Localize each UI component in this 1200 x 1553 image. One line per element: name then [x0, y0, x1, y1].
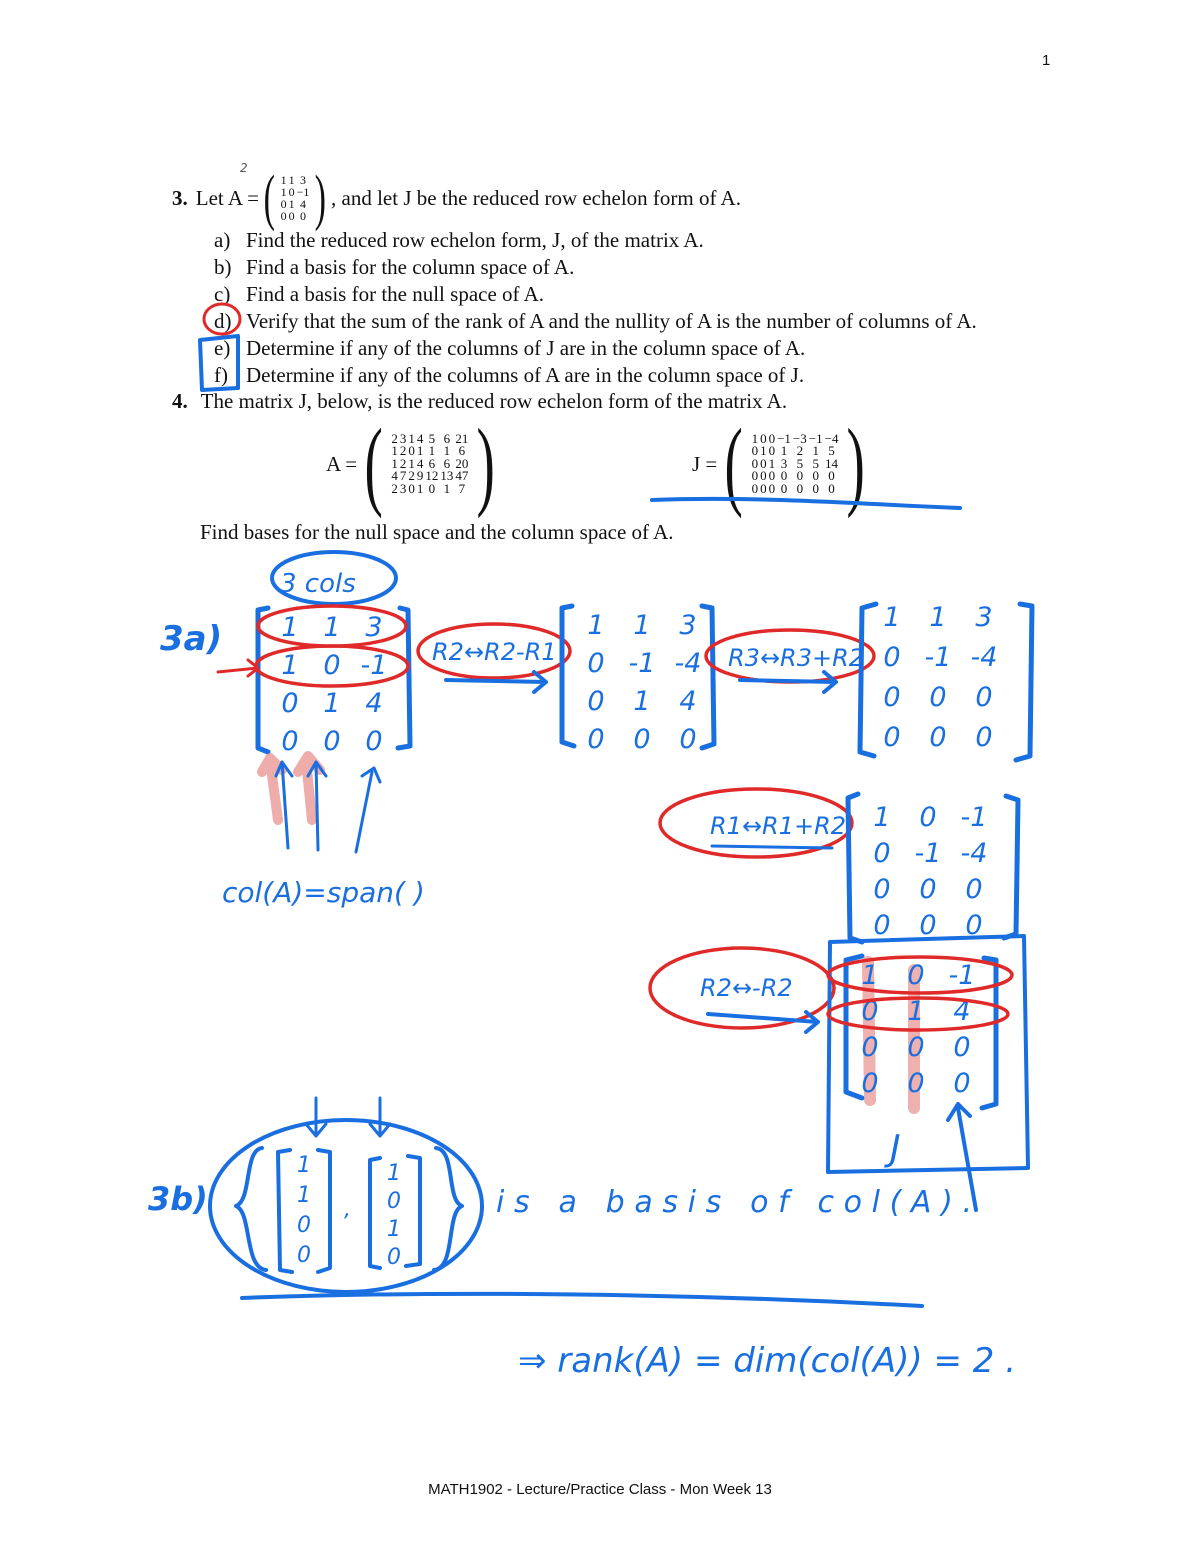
matrix-cell: 7	[458, 480, 466, 496]
matrix-cell: 2	[408, 468, 415, 484]
part-d-circle	[204, 304, 240, 334]
ink-matrix-entry: 1	[907, 996, 925, 1027]
matrix-cell: 1	[416, 443, 424, 459]
part-label: e)	[214, 336, 231, 360]
ink-matrix-entry: 0	[929, 722, 947, 753]
question-4-number: 4.	[172, 389, 188, 413]
ink-matrix-entry: 1	[387, 1217, 401, 1242]
final-right-bracket	[982, 958, 996, 1108]
op4-text: R2↔-R2	[700, 974, 793, 1002]
ink-matrix-entry: 0	[965, 874, 983, 905]
ink-matrix-entry: 1	[633, 686, 651, 717]
matrix-cell: 7	[399, 468, 407, 484]
step2-right-bracket	[1016, 604, 1032, 760]
ink-matrix-entry: 0	[965, 910, 983, 941]
op1-text: R2↔R2-R1	[432, 638, 557, 666]
matrix-cell: 12	[425, 468, 439, 484]
ink-matrix-entry: 4	[365, 688, 383, 719]
matrix-cell: 1	[408, 430, 415, 446]
matrix-cell: 0	[408, 480, 415, 496]
matrix-cell: 1	[443, 480, 451, 496]
ink-matrix-entry: -4	[970, 642, 998, 673]
matrix-cell: 6	[458, 443, 466, 459]
step1-left-bracket	[562, 606, 574, 746]
matrix-cell: 0	[760, 455, 767, 471]
down-arrow-1	[306, 1098, 326, 1136]
set-right-brace	[434, 1148, 462, 1270]
vec1-left-bracket	[278, 1150, 292, 1272]
step3-matrix-entries	[873, 802, 987, 941]
ink-matrix-entry: 3	[679, 610, 697, 641]
part-text: Determine if any of the columns of J are in the column space of A.	[246, 336, 806, 360]
matrix-cell: 21	[455, 430, 469, 446]
matrix-cell: −3	[792, 430, 807, 446]
ink-matrix-entry: -1	[914, 838, 942, 869]
part-text: Verify that the sum of the rank of A and the nullity of A is the number of columns of A.	[246, 309, 977, 333]
matrix-cell: 0	[780, 468, 788, 484]
ink-matrix-entry: 1	[587, 610, 605, 641]
ink-matrix-entry: -1	[960, 802, 988, 833]
ink-matrix-entry: 3	[975, 602, 993, 633]
ink-matrix-entry: 0	[297, 1243, 311, 1268]
matrix-cell: 1	[288, 173, 295, 187]
matrix-cell: 6	[428, 455, 436, 471]
ink-matrix-entry: 1	[297, 1183, 311, 1208]
basis-statement: is a basis of col(A).	[496, 1185, 972, 1220]
ink-matrix-entry: -1	[924, 642, 952, 673]
matrix-cell: 5	[828, 443, 835, 459]
matrix-cell: −4	[824, 430, 839, 446]
vector-comma: ,	[344, 1197, 351, 1222]
part-label: d)	[214, 309, 232, 333]
ink-matrix-entry: 0	[587, 648, 605, 679]
ink-matrix-entry: 1	[861, 960, 879, 991]
step1-right-bracket	[702, 606, 714, 748]
j-matrix-underline	[652, 499, 960, 508]
part-label: a)	[214, 228, 231, 252]
ink-matrix-entry: 0	[587, 686, 605, 717]
matrix-cell: 2	[399, 455, 407, 471]
matrix-cell: 0	[768, 480, 776, 496]
matrix-cell: 3	[399, 480, 407, 496]
page-number: 1	[1042, 52, 1051, 69]
ink-matrix-entry: 1	[929, 602, 947, 633]
matrix-cell: −1	[777, 430, 791, 446]
row2-red-arrow	[218, 660, 258, 676]
matrix-cell: 1	[280, 185, 287, 199]
ink-matrix-entry: 1	[281, 612, 299, 643]
ink-matrix-entry: 1	[883, 602, 901, 633]
ink-matrix-entry: 0	[953, 1032, 971, 1063]
matrix-cell: 0	[812, 468, 819, 484]
ink-matrix-entry: 0	[929, 682, 947, 713]
matrix-cell: 6	[443, 430, 451, 446]
question-4-task: Find bases for the null space and the column space of A.	[200, 520, 674, 544]
matrix-cell: 0	[768, 430, 776, 446]
j-label: J	[890, 1128, 901, 1169]
ink-matrix-entry: 0	[919, 874, 937, 905]
matrix-cell: 4	[416, 430, 424, 446]
ink-matrix-entry: 0	[679, 724, 697, 755]
ink-matrix-entry: 0	[883, 722, 901, 753]
matrix-cell: 1	[428, 443, 436, 459]
down-arrow-2	[370, 1098, 390, 1136]
op2-arrow	[740, 672, 836, 692]
ink-matrix-entry: -1	[628, 648, 656, 679]
ink-matrix-entry: 0	[281, 726, 299, 757]
matrix-cell: 2	[796, 443, 804, 459]
ink-matrix-entry: 0	[873, 838, 891, 869]
q4-label-J: J =	[692, 451, 718, 476]
ink-matrix-entry: 0	[323, 650, 341, 681]
ink-matrix-entry: 0	[907, 1032, 925, 1063]
matrix-cell: 1	[288, 197, 295, 211]
matrix-cell: 1	[408, 455, 415, 471]
basis-vector-2	[387, 1161, 401, 1270]
ink-matrix-entry: 1	[323, 688, 341, 719]
matrix-cell: 2	[391, 430, 398, 446]
right-paren: )	[846, 408, 866, 519]
step1-matrix-entries	[587, 610, 701, 755]
matrix-cell: 0	[796, 480, 804, 496]
ink-matrix-entry: 1	[297, 1153, 311, 1178]
step2-left-bracket	[860, 604, 876, 756]
matrix-cell: 0	[812, 480, 819, 496]
col-span-text: col(A)=span( )	[222, 876, 425, 909]
matrix-cell: 5	[812, 455, 819, 471]
separator-line	[242, 1294, 922, 1306]
matrix-cell: 47	[455, 468, 469, 484]
op3-text: R1↔R1+R2	[710, 812, 847, 840]
three-cols-text: 3 cols	[280, 569, 356, 599]
ink-matrix-entry: 1	[281, 650, 299, 681]
ink-matrix-entry: 0	[953, 1068, 971, 1099]
matrix-cell: 2	[391, 480, 398, 496]
ink-matrix-entry: 0	[919, 910, 937, 941]
ink-matrix-entry: 3	[365, 612, 383, 643]
ink-matrix-entry: 1	[633, 610, 651, 641]
ink-matrix-entry: 0	[281, 688, 299, 719]
matrix-cell: 0	[828, 468, 835, 484]
right-paren: )	[315, 164, 327, 232]
matrix-cell: 4	[416, 455, 424, 471]
matrix-cell: 0	[760, 468, 767, 484]
vec2-right-bracket	[406, 1156, 420, 1266]
op2-text: R3↔R3+R2	[728, 644, 865, 672]
stray-mark-text: 2	[240, 161, 248, 175]
question-3-suffix: , and let J be the reduced row echelon form of A.	[331, 185, 741, 210]
part-text: Find a basis for the null space of A.	[246, 282, 545, 306]
label-3a: 3a)	[160, 619, 223, 659]
blue-arrow-col3	[356, 768, 380, 852]
rank-statement: ⇒ rank(A) = dim(col(A)) = 2 .	[518, 1341, 1016, 1381]
matrix-cell: 3	[780, 455, 788, 471]
matrix-cell: 0	[299, 209, 306, 223]
matrix-cell: 0	[408, 443, 415, 459]
part-label: f)	[214, 363, 228, 387]
matrix-cell: 0	[768, 468, 776, 484]
ink-matrix-entry: 1	[873, 802, 891, 833]
step2-matrix-entries	[883, 602, 997, 753]
ink-matrix-entry: 0	[919, 802, 937, 833]
ink-matrix-entry: 0	[883, 642, 901, 673]
q4-label-A: A =	[326, 451, 358, 476]
matrix-cell: 0	[751, 480, 759, 496]
part-text: Determine if any of the columns of A are in the column space of J.	[246, 363, 805, 387]
matrix-cell: 0	[780, 480, 788, 496]
ink-matrix-entry: 0	[975, 682, 993, 713]
ink-matrix-entry: 0	[873, 910, 891, 941]
part-text: Find the reduced row echelon form, J, of the matrix A.	[246, 228, 704, 252]
matrix-cell: 14	[825, 455, 839, 471]
label-3b: 3b)	[148, 1180, 208, 1218]
set-left-brace	[236, 1148, 266, 1270]
basis-vector-1	[297, 1153, 311, 1268]
ink-matrix-entry: 1	[387, 1161, 401, 1186]
ink-matrix-entry: 0	[633, 724, 651, 755]
matrix-cell: 9	[416, 468, 424, 484]
ink-matrix-entry: 0	[365, 726, 383, 757]
matrix-cell: 3	[299, 173, 306, 187]
ink-matrix-entry: 0	[907, 1068, 925, 1099]
matrix-cell: 1	[751, 430, 759, 446]
left-paren: (	[263, 164, 275, 232]
ink-matrix-entry: 0	[975, 722, 993, 753]
ink-matrix-entry: 0	[861, 1032, 879, 1063]
matrix-cell: 1	[768, 455, 776, 471]
matrix-cell: 2	[399, 443, 407, 459]
ink-matrix-entry: -1	[948, 960, 976, 991]
right-paren: )	[476, 408, 496, 519]
ink-matrix-entry: -1	[360, 650, 388, 681]
ink-matrix-entry: 0	[861, 1068, 879, 1099]
matrix-cell: 0	[280, 209, 287, 223]
ink-matrix-entry: 0	[587, 724, 605, 755]
matrix-cell: 1	[391, 455, 398, 471]
vec2-left-bracket	[370, 1158, 380, 1268]
matrix-cell: 1	[280, 173, 287, 187]
matrix-cell: 20	[455, 455, 469, 471]
matrix-cell: 0	[428, 480, 436, 496]
question-4-text: The matrix J, below, is the reduced row echelon form of the matrix A.	[200, 389, 788, 413]
matrix-cell: 5	[428, 430, 436, 446]
step3-left-bracket	[848, 794, 862, 942]
ink-matrix-entry: 0	[861, 996, 879, 1027]
matrix-cell: 0	[796, 468, 804, 484]
ink-matrix-entry: 0	[387, 1245, 401, 1270]
matrix-cell: 6	[443, 455, 451, 471]
matrix-cell: 4	[299, 197, 306, 211]
matrix-cell: 0	[751, 468, 759, 484]
part-text: Find a basis for the column space of A.	[246, 255, 575, 279]
ink-matrix-entry: 1	[323, 612, 341, 643]
matrix-cell: 4	[391, 468, 398, 484]
vec1-right-bracket	[318, 1150, 330, 1272]
matrix-cell: 0	[288, 185, 295, 199]
ink-matrix-entry: 0	[873, 874, 891, 905]
matrix-cell: 0	[760, 480, 767, 496]
left-paren: (	[364, 408, 383, 519]
ink-matrix-entry: -4	[960, 838, 988, 869]
ink-matrix-entry: 4	[679, 686, 697, 717]
matrix-cell: 0	[280, 197, 287, 211]
matrix-cell: 13	[440, 468, 454, 484]
matrix-cell: 0	[751, 455, 759, 471]
matrix-cell: 0	[768, 443, 776, 459]
question-3-number: 3.	[172, 185, 188, 210]
part-label: b)	[214, 255, 232, 279]
ink-matrix-entry: 0	[297, 1213, 311, 1238]
question-3-prefix: Let A =	[195, 185, 259, 210]
matrix-cell: 1	[391, 443, 398, 459]
ink-matrix-entry: 0	[387, 1189, 401, 1214]
step3-right-bracket	[1004, 796, 1018, 938]
matrix-cell: 0	[288, 209, 295, 223]
ink-matrix-entry: 0	[883, 682, 901, 713]
matrix-cell: 0	[751, 443, 759, 459]
parts-e-f-box	[200, 336, 238, 390]
ink-matrix-entry: 4	[953, 996, 971, 1027]
matrix-cell: −1	[296, 185, 310, 199]
matrix-cell: 1	[760, 443, 767, 459]
ink-matrix-entry: 0	[907, 960, 925, 991]
matrix-cell: 0	[828, 480, 835, 496]
matrix-cell: 3	[399, 430, 407, 446]
matrix-cell: −1	[808, 430, 823, 446]
ink-matrix-entry: -4	[674, 648, 702, 679]
matrix-cell: 5	[796, 455, 804, 471]
matrix-cell: 1	[812, 443, 819, 459]
matrix-cell: 1	[443, 443, 451, 459]
matrix-cell: 0	[760, 430, 767, 446]
stray-mark	[240, 161, 248, 175]
left-paren: (	[724, 408, 744, 519]
ink-matrix-entry: 0	[323, 726, 341, 757]
op3-underline	[712, 846, 832, 848]
matrix-cell: 1	[780, 443, 788, 459]
page-footer: MATH1902 - Lecture/Practice Class - Mon Week 13	[428, 1481, 772, 1498]
matrix-cell: 1	[416, 480, 424, 496]
part-label: c)	[214, 282, 231, 306]
